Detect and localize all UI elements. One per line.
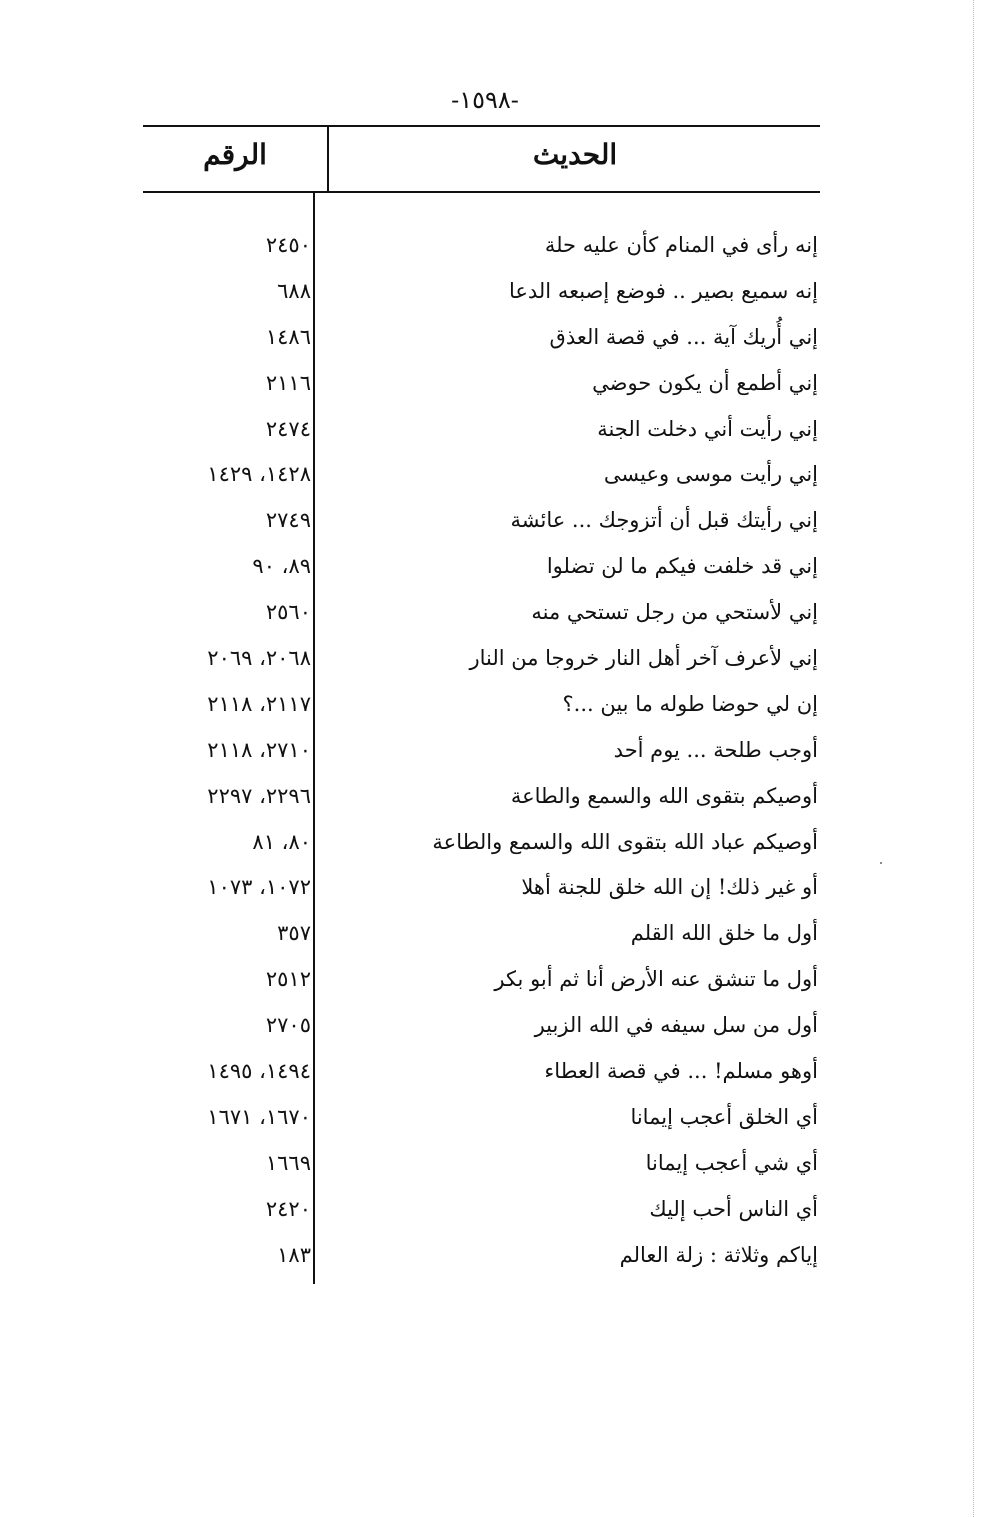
table-row: [143, 1094, 820, 1140]
table-row: [143, 864, 820, 910]
hadith-text: إني أُريك آية ... في قصة العذق: [549, 324, 818, 349]
hadith-number: ١٦٧٠، ١٦٧١: [207, 1104, 311, 1129]
table-row: [143, 543, 820, 589]
table-row: [143, 451, 820, 497]
table-row: [143, 360, 820, 406]
table-row: [143, 314, 820, 360]
hadith-number: ٢٧٠٥: [265, 1013, 311, 1038]
table-row: [143, 589, 820, 635]
hadith-number: ١٤٨٦: [265, 324, 311, 349]
hadith-number: ١٨٣: [277, 1242, 311, 1267]
hadith-text: أول ما خلق الله القلم: [630, 921, 818, 946]
hadith-text: إني رأيت أني دخلت الجنة: [597, 416, 818, 441]
hadith-text: إني رأيتك قبل أن أتزوجك ... عائشة: [510, 508, 818, 533]
table-row: [143, 819, 820, 865]
hadith-number: ١٤٩٤، ١٤٩٥: [207, 1058, 311, 1083]
hadith-number: ٢٧٤٩: [265, 508, 311, 533]
table-row: [143, 497, 820, 543]
hadith-number: ٢٤٥٠: [265, 232, 311, 257]
hadith-number: ١٦٦٩: [265, 1150, 311, 1175]
table-row: [143, 1186, 820, 1232]
page-number: -١٥٩٨-: [451, 86, 519, 114]
hadith-text: إني رأيت موسى وعيسى: [603, 462, 818, 487]
table-row: [143, 1232, 820, 1278]
hadith-number: ٢٧١٠، ٢١١٨: [207, 737, 311, 762]
table-row: [143, 773, 820, 819]
hadith-number: ٢٤٧٤: [265, 416, 311, 441]
hadith-text: أوصيكم عباد الله بتقوى الله والسمع والطاعة: [432, 829, 818, 854]
hadith-number: ٦٨٨: [277, 278, 311, 303]
hadith-text: أو غير ذلك! إن الله خلق للجنة أهلا: [521, 875, 818, 900]
table-row: [143, 222, 820, 268]
header-number: الرقم: [203, 138, 267, 171]
scan-margin-line: [973, 0, 974, 1517]
hadith-number: ٢٠٦٨، ٢٠٦٩: [207, 645, 311, 670]
hadith-text: أوجب طلحة ... يوم أحد: [613, 737, 818, 762]
table-row: [143, 1048, 820, 1094]
hadith-text: أول من سل سيفه في الله الزبير: [534, 1013, 818, 1038]
hadith-text: أي الخلق أعجب إيمانا: [630, 1104, 818, 1129]
index-rows: [143, 222, 820, 1277]
table-row: [143, 1140, 820, 1186]
table-row: [143, 727, 820, 773]
table-row: [143, 956, 820, 1002]
table-row: [143, 268, 820, 314]
hadith-number: ٢٤٢٠: [265, 1196, 311, 1221]
hadith-text: إنه رأى في المنام كأن عليه حلة: [544, 232, 818, 257]
hadith-text: إنه سميع بصير .. فوضع إصبعه الدعا: [508, 278, 818, 303]
hadith-text: أوهو مسلم! ... في قصة العطاء: [544, 1058, 818, 1083]
table-top-rule: [143, 125, 820, 127]
hadith-text: إن لي حوضا طوله ما بين ...؟: [562, 691, 818, 716]
header-hadith: الحديث: [532, 138, 618, 171]
hadith-number: ٢١١٦: [265, 370, 311, 395]
table-row: [143, 406, 820, 452]
hadith-number: ١٤٢٨، ١٤٢٩: [207, 462, 311, 487]
hadith-text: إني لأستحي من رجل تستحي منه: [531, 600, 818, 625]
table-row: [143, 681, 820, 727]
hadith-text: أي الناس أحب إليك: [649, 1196, 818, 1221]
hadith-number: ٨٩، ٩٠: [252, 554, 311, 579]
hadith-text: إني لأعرف آخر أهل النار خروجا من النار: [469, 645, 818, 670]
hadith-number: ٣٥٧: [277, 921, 311, 946]
hadith-number: ٢١١٧، ٢١١٨: [207, 691, 311, 716]
hadith-text: إياكم وثلاثة : زلة العالم: [619, 1242, 818, 1267]
hadith-text: إني قد خلفت فيكم ما لن تضلوا: [546, 554, 818, 579]
hadith-number: ٢٥٦٠: [265, 600, 311, 625]
header-column-divider: [327, 126, 329, 192]
hadith-text: أول ما تنشق عنه الأرض أنا ثم أبو بكر: [494, 967, 818, 992]
hadith-number: ٢٥١٢: [265, 967, 311, 992]
table-row: [143, 1002, 820, 1048]
hadith-number: ١٠٧٢، ١٠٧٣: [207, 875, 311, 900]
hadith-text: أي شي أعجب إيمانا: [645, 1150, 818, 1175]
scan-speck: [880, 862, 882, 864]
hadith-text: أوصيكم بتقوى الله والسمع والطاعة: [510, 783, 818, 808]
hadith-number: ٢٢٩٦، ٢٢٩٧: [207, 783, 311, 808]
table-row: [143, 910, 820, 956]
hadith-text: إني أطمع أن يكون حوضي: [592, 370, 818, 395]
table-row: [143, 635, 820, 681]
hadith-number: ٨٠، ٨١: [252, 829, 311, 854]
table-header-rule: [143, 191, 820, 193]
